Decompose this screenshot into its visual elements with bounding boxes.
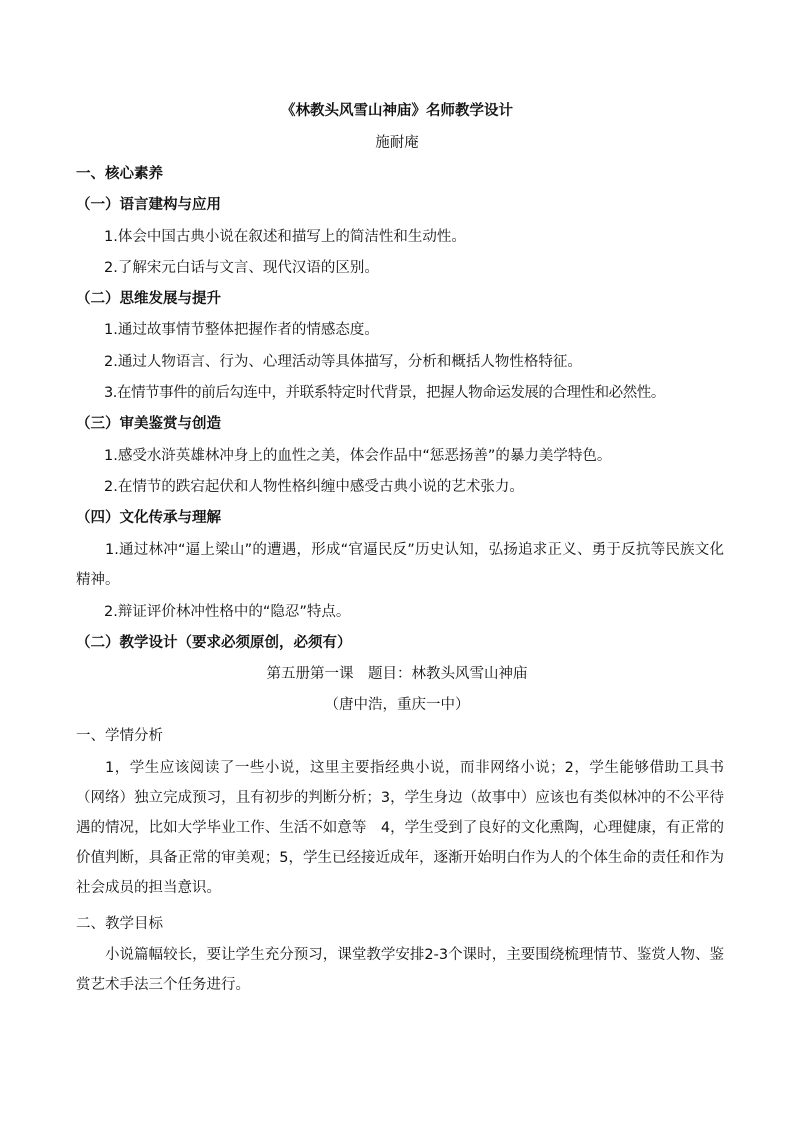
document-author: 施耐庵 — [375, 135, 419, 151]
list-item: 1.体会中国古典小说在叙述和描写上的简洁性和生动性。 — [104, 229, 466, 245]
group-heading-thinking: （二）思维发展与提升 — [76, 291, 221, 307]
lesson-line: 第五册第一课 题目：林教头风雪山神庙 — [266, 666, 528, 682]
list-item: 1.通过故事情节整体把握作者的情感态度。 — [104, 322, 379, 338]
teaching-goals-text: 小说篇幅较长，要让学生充分预习，课堂教学安排2-3个课时，主要围绕梳理情节、鉴赏人物、鉴赏艺术手法三个任务进行。 — [76, 947, 724, 993]
learner-analysis-heading: 一、学情分析 — [76, 728, 163, 744]
list-item: 3.在情节事件的前后勾连中，并联系特定时代背景，把握人物命运发展的合理性和必然性。 — [104, 385, 665, 401]
section-heading-teaching-design: （二）教学设计（要求必须原创，必须有） — [76, 635, 352, 651]
teaching-goals-heading: 二、教学目标 — [76, 916, 163, 932]
list-item: 1.感受水浒英雄林冲身上的血性之美，体会作品中“惩恶扬善”的暴力美学特色。 — [104, 448, 612, 464]
list-item: 1.通过林冲“逼上梁山”的遭遇，形成“官逼民反”历史认知，弘扬追求正义、勇于反抗等民族文化精神。 — [76, 542, 724, 588]
list-item: 2.通过人物语言、行为、心理活动等具体描写，分析和概括人物性格特征。 — [104, 354, 582, 370]
group-heading-aesthetics: （三）审美鉴赏与创造 — [76, 416, 221, 432]
group-heading-language: （一）语言建构与应用 — [76, 197, 221, 213]
list-item: 2.辩证评价林冲性格中的“隐忍”特点。 — [104, 604, 351, 620]
section-heading-core-literacy: 一、核心素养 — [76, 166, 163, 182]
list-item: 2.了解宋元白话与文言、现代汉语的区别。 — [104, 260, 379, 276]
teacher-line: （唐中浩，重庆一中） — [324, 697, 470, 713]
group-heading-culture: （四）文化传承与理解 — [76, 510, 221, 526]
list-item: 2.在情节的跌宕起伏和人物性格纠缠中感受古典小说的艺术张力。 — [104, 479, 524, 495]
document-title: 《林教头风雪山神庙》名师教学设计 — [281, 103, 513, 119]
learner-analysis-text: 1，学生应该阅读了一些小说，这里主要指经典小说，而非网络小说；2，学生能够借助工具书（网络）独立完成预习，且有初步的判断分析；3，学生身边（故事中）应该也有类似林冲的不公平待遇的情况，比如大学毕业工作、生活不如意等 4，学生受到了良好的文化熏陶，心理健康，有正常的价值判断，具备正常的审美观；5，学生已经接近成年，逐渐开始明白作为人的个体生命的责任和作为社会成员的担当意识。 — [76, 760, 724, 896]
